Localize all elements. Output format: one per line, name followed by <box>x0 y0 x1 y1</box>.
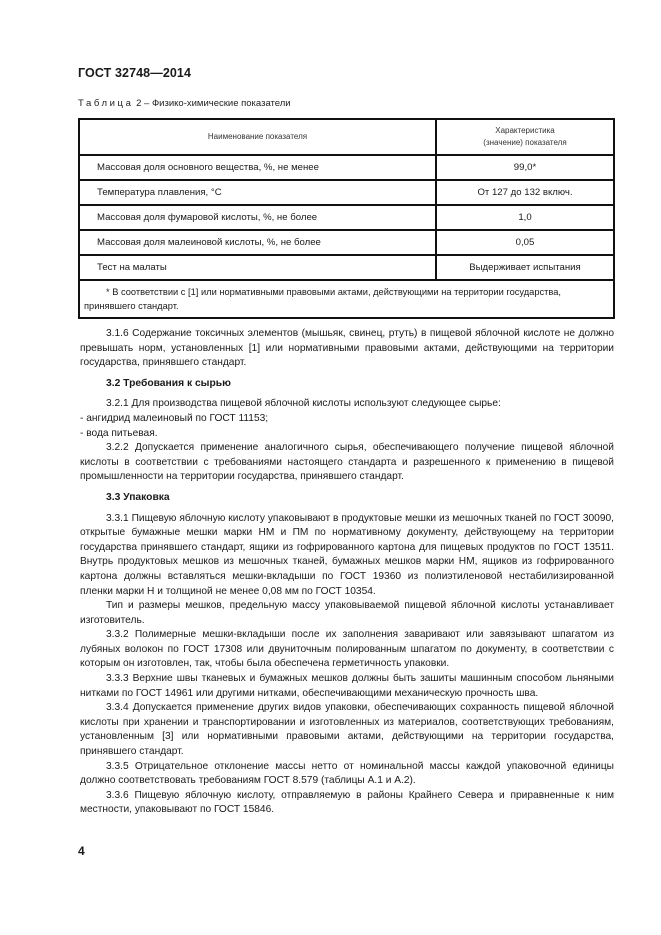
row-name: Тест на малаты <box>79 255 436 280</box>
document-code-header: ГОСТ 32748—2014 <box>78 66 192 80</box>
document-body <box>80 327 614 818</box>
table-row <box>79 180 614 205</box>
paragraph-3-3-2: 3.3.2 Полимерные мешки-вкладыши после их заполнения заваривают или завязывают шпагатом из лубяных волокон по ГОСТ 17308 или двуниточным полированным шпагатом по документу, в соответствии с которым он изготовлен, так, чтобы была обеспечена герметичность упаковки. <box>80 629 614 670</box>
row-value: От 127 до 132 включ. <box>436 180 614 205</box>
row-name: Массовая доля фумаровой кислоты, %, не более <box>79 205 436 230</box>
table-caption-number: 2 <box>136 98 142 109</box>
row-value: 99,0* <box>436 155 614 180</box>
table-footnote-row <box>79 280 614 318</box>
row-value: 0,05 <box>436 230 614 255</box>
table-caption <box>78 98 291 109</box>
list-item: - вода питьевая. <box>80 427 158 439</box>
paragraph-3-3-1: 3.3.1 Пищевую яблочную кислоту упаковывают в продуктовые мешки из мешочных тканей по ГОСТ 30090, открытые бумажные мешки марки НМ и ПМ по нормативному документу, действующему на территории государства принявшего стандарт, ящики из гофрированного картона для пищевых продуктов по ГОСТ 13511. Внутрь продуктовых мешков из мешочных тканей, бумажных мешков марки НМ, ящиков из гофрированного картона должны вставляться мешки-вкладыши по ГОСТ 19360 из полиэтиленовой нестабилизированной пленки марки Н и толщиной не менее 0,08 мм по ГОСТ 10354. <box>80 512 614 597</box>
column-header-name: Наименование показателя <box>79 119 436 155</box>
paragraph-3-3-6: 3.3.6 Пищевую яблочную кислоту, отправляемую в районы Крайнего Севера и приравненные к ним местности, упаковывают по ГОСТ 15846. <box>80 789 614 816</box>
paragraph-3-3-4: 3.3.4 Допускается применение других видов упаковки, обеспечивающих сохранность пищевой яблочной кислоты при хранении и транспортировании и изготовленных из материалов, соответствующих требованиям, установленным [3] или нормативными правовыми актами, действующими на территории государства, принявшего стандарт. <box>80 702 614 758</box>
paragraph-3-2-2: 3.2.2 Допускается применение аналогичного сырья, обеспечивающего получение пищевой яблочной кислоты в соответствии с требованиями настоящего стандарта и разрешенного к применению в пищевой промышленности на территории государства, принявшего стандарт. <box>80 442 614 483</box>
section-heading-3-2: 3.2 Требования к сырью <box>106 377 231 389</box>
list-item: - ангидрид малеиновый по ГОСТ 11153; <box>80 412 269 424</box>
page-number: 4 <box>78 844 85 858</box>
table-row <box>79 255 614 280</box>
row-name: Массовая доля малеиновой кислоты, %, не более <box>79 230 436 255</box>
row-name: Массовая доля основного вещества, %, не менее <box>79 155 436 180</box>
section-heading-3-3: 3.3 Упаковка <box>106 491 170 503</box>
table-row <box>79 155 614 180</box>
table-caption-title: – Физико-химические показатели <box>144 98 291 109</box>
row-name: Температура плавления, °С <box>79 180 436 205</box>
column-header-value: Характеристика (значение) показателя <box>436 119 614 155</box>
table-header-row <box>79 119 614 155</box>
paragraph-3-2-1: 3.2.1 Для производства пищевой яблочной кислоты используют следующее сырье: <box>106 398 501 410</box>
row-value: Выдерживает испытания <box>436 255 614 280</box>
paragraph-3-1-6: 3.1.6 Содержание токсичных элементов (мышьяк, свинец, ртуть) в пищевой яблочной кислоте не должно превышать норм, установленных [1] или нормативными правовыми актами, действующими на территории государства, принявшего стандарт. <box>80 328 614 369</box>
paragraph-3-3-3: 3.3.3 Верхние швы тканевых и бумажных мешков должны быть зашиты машинным способом льняными нитками по ГОСТ 14961 или другими нитками, обеспечивающими механическую прочность шва. <box>80 673 614 699</box>
table-row <box>79 205 614 230</box>
table-caption-prefix: Таблица <box>78 98 134 109</box>
paragraph-3-3-5: 3.3.5 Отрицательное отклонение массы нетто от номинальной массы каждой упаковочной единицы должно соответствовать требованиям ГОСТ 8.579 (таблицы А.1 и А.2). <box>80 760 614 787</box>
physico-chemical-table <box>78 118 615 319</box>
row-value: 1,0 <box>436 205 614 230</box>
table-footnote-text: * В соответствии с [1] или нормативными правовыми актами, действующими на территории государства, принявшего стандарт. <box>84 287 562 311</box>
paragraph-3-3-1-continued: Тип и размеры мешков, предельную массу упаковываемой пищевой яблочной кислоты устанавливает изготовитель. <box>80 600 614 626</box>
table-footnote <box>79 280 614 318</box>
table-row <box>79 230 614 255</box>
